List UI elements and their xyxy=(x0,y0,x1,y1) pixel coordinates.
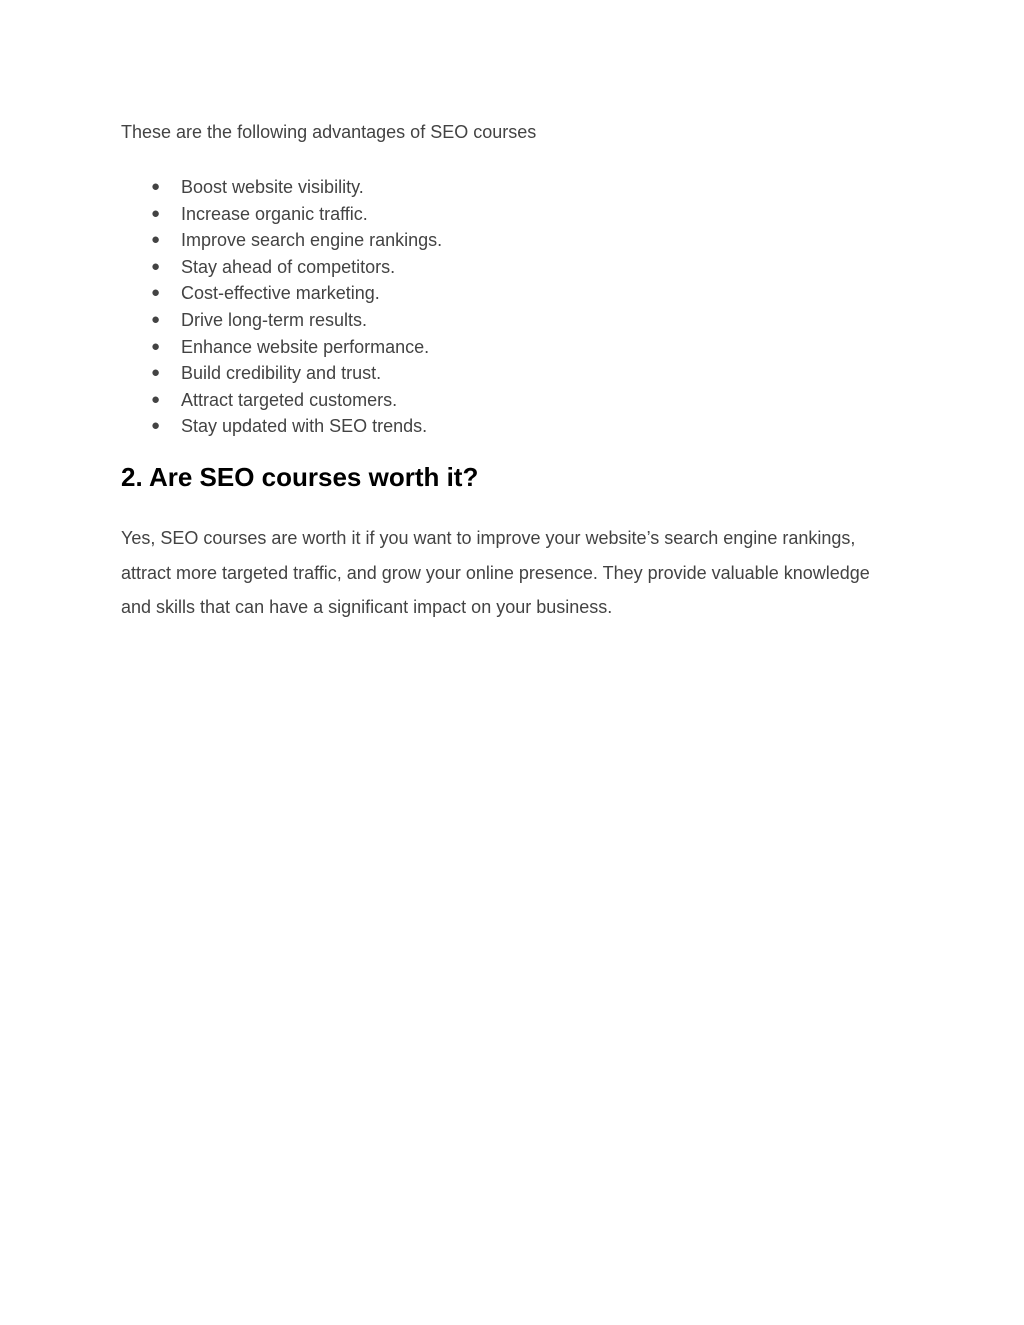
list-item-text: Attract targeted customers. xyxy=(181,389,398,410)
bullet-icon: ● xyxy=(151,204,161,222)
list-item-text: Drive long-term results. xyxy=(181,309,368,330)
list-item-text: Cost-effective marketing. xyxy=(181,283,380,304)
list-item-text: Stay updated with SEO trends. xyxy=(181,416,428,437)
section-heading: 2. Are SEO courses worth it? xyxy=(121,462,479,492)
list-item-text: Build credibility and trust. xyxy=(181,363,382,384)
bullet-icon: ● xyxy=(151,364,161,382)
list-item-text: Increase organic traffic. xyxy=(181,203,368,224)
list-item-text: Improve search engine rankings. xyxy=(181,230,443,251)
list-item-text: Enhance website performance. xyxy=(181,336,430,357)
bullet-icon: ● xyxy=(151,231,161,249)
bullet-icon: ● xyxy=(151,390,161,408)
bullet-icon: ● xyxy=(151,284,161,302)
bullet-icon: ● xyxy=(151,310,161,328)
bullet-icon: ● xyxy=(151,417,161,435)
list-item-text: Boost website visibility. xyxy=(181,177,364,197)
bullet-icon: ● xyxy=(151,257,161,275)
bullet-icon: ● xyxy=(151,178,161,195)
list-item-text: Stay ahead of competitors. xyxy=(181,256,396,277)
intro-paragraph: These are the following advantages of SEO courses xyxy=(121,122,537,142)
bullet-icon: ● xyxy=(151,337,161,355)
answer-paragraph: Yes, SEO courses are worth it if you want to improve your website’s search engine rankings, attract more targeted traffic, and grow your online presence. They provide valuable knowledge and skills that can have a significant impact on your business. xyxy=(121,528,870,618)
